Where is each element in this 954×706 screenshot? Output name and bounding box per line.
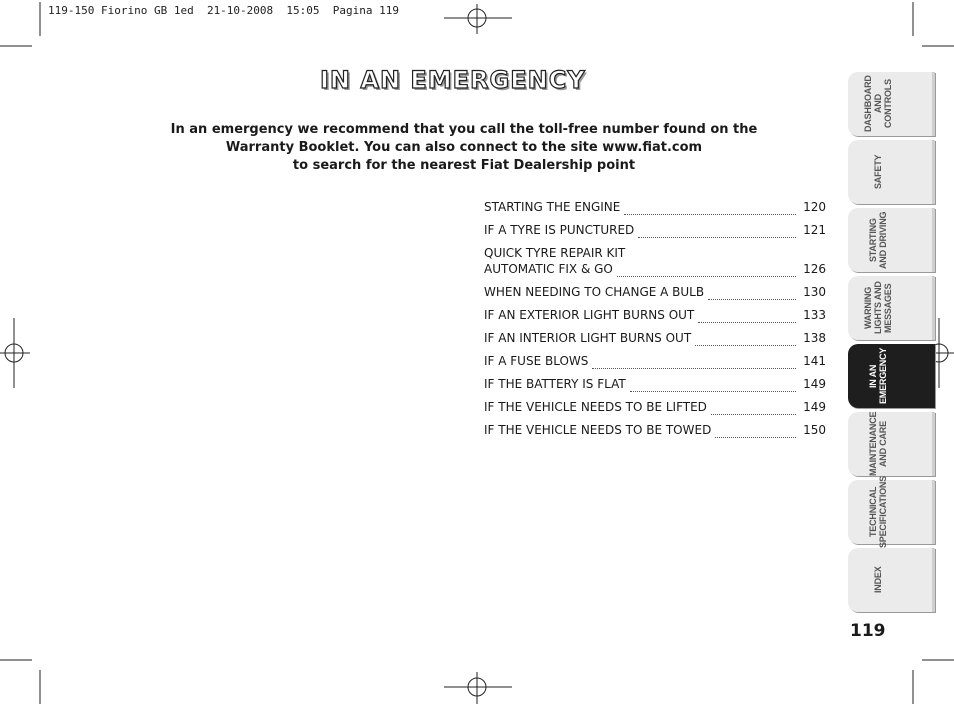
toc-entry-label: IF THE BATTERY IS FLAT	[484, 377, 626, 391]
tab-label: DASHBOARD AND CONTROLS	[863, 75, 893, 133]
toc-entry[interactable]	[484, 330, 826, 346]
page-title: IN AN EMERGENCY	[320, 66, 586, 94]
tab-label: INDEX	[873, 566, 883, 594]
toc-entry-label: IF THE VEHICLE NEEDS TO BE LIFTED	[484, 400, 707, 414]
toc-entry-label: IF A FUSE BLOWS	[484, 354, 589, 368]
toc-entry-label: AUTOMATIC FIX & GO	[484, 262, 613, 276]
toc-entry[interactable]	[484, 376, 826, 392]
intro-line: Warranty Booklet. You can also connect to the site www.fiat.com	[225, 140, 703, 155]
toc-entry[interactable]	[484, 399, 826, 415]
dot-leader	[630, 380, 796, 392]
toc-entry[interactable]	[484, 307, 826, 323]
toc-entry-label: IF AN INTERIOR LIGHT BURNS OUT	[484, 331, 692, 345]
tab-technical-specifications[interactable]	[848, 475, 935, 549]
tab-label: MAINTENANCE AND CARE	[868, 411, 888, 477]
tab-label: WARNING LIGHTS AND MESSAGES	[863, 281, 893, 335]
toc-entry-page: 120	[803, 200, 826, 214]
dot-leader	[708, 288, 796, 300]
tab-starting-and-driving[interactable]	[848, 208, 935, 272]
intro-line: In an emergency we recommend that you call the toll-free number found on the	[170, 122, 758, 137]
toc-entry-page: 121	[803, 223, 826, 237]
dot-leader	[711, 403, 796, 415]
toc-entry-label: IF A TYRE IS PUNCTURED	[484, 223, 635, 237]
toc-entry[interactable]	[484, 222, 826, 238]
dot-leader	[695, 334, 796, 346]
toc-entry-label: IF THE VEHICLE NEEDS TO BE TOWED	[484, 423, 712, 437]
tab-warning-lights-and-messages[interactable]	[848, 276, 935, 340]
toc-entry-page: 149	[803, 377, 826, 391]
page-number: 119	[850, 621, 886, 641]
toc-entry-label: IF AN EXTERIOR LIGHT BURNS OUT	[484, 308, 695, 322]
toc-entry-page: 149	[803, 400, 826, 414]
toc-entry-page: 133	[803, 308, 826, 322]
toc-entry-page: 138	[803, 331, 826, 345]
dot-leader	[638, 226, 796, 238]
dot-leader	[624, 203, 796, 215]
dot-leader	[592, 357, 796, 369]
tab-label: SAFETY	[873, 154, 883, 190]
tab-label: STARTING AND DRIVING	[868, 211, 888, 269]
toc-entry-label: QUICK TYRE REPAIR KIT	[484, 246, 626, 260]
dot-leader	[698, 311, 796, 323]
toc-entry[interactable]	[484, 284, 826, 300]
toc-entry[interactable]	[484, 245, 826, 277]
toc-entry-page: 150	[803, 423, 826, 437]
toc-entry-page: 141	[803, 354, 826, 368]
toc-entry[interactable]	[484, 199, 826, 215]
print-slug: 119-150 Fiorino GB 1ed 21-10-2008 15:05 Pagina 119	[48, 4, 399, 17]
tab-maintenance-and-care[interactable]	[848, 412, 935, 476]
toc-entry[interactable]	[484, 353, 826, 369]
tab-index[interactable]	[848, 548, 935, 612]
dot-leader	[617, 265, 796, 277]
toc-entry-page: 126	[803, 262, 826, 276]
intro-paragraph	[170, 121, 758, 175]
toc-entry-label: WHEN NEEDING TO CHANGE A BULB	[484, 285, 705, 299]
tab-safety[interactable]	[848, 140, 935, 204]
tab-dashboard-and-controls[interactable]	[848, 72, 935, 136]
intro-line: to search for the nearest Fiat Dealership point	[292, 158, 636, 173]
tab-label: IN AN EMERGENCY	[868, 347, 888, 405]
toc-entry-label: STARTING THE ENGINE	[484, 200, 621, 214]
toc-entry-page: 130	[803, 285, 826, 299]
tab-label: TECHNICAL SPECIFICATIONS	[868, 475, 888, 549]
dot-leader	[715, 426, 796, 438]
tab-in-an-emergency[interactable]	[848, 344, 935, 408]
table-of-contents	[484, 199, 826, 445]
toc-entry[interactable]	[484, 422, 826, 438]
